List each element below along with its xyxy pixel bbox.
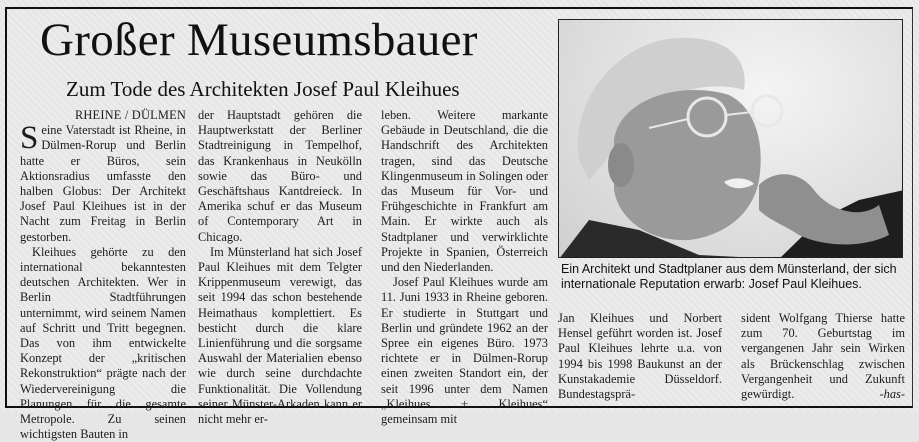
subheadline: Zum Tode des Architekten Josef Paul Kleihues xyxy=(66,77,460,101)
photo-caption: Ein Architekt und Stadtplaner aus dem Münsterland, der sich internationale Reputation erwarb: Josef Paul Kleihues. xyxy=(561,262,897,291)
author-signature: -has- xyxy=(879,387,905,402)
dateline: RHEINE / DÜLMEN xyxy=(74,108,186,122)
paragraph: sident Wolfgang Thierse hatte zum 70. Geburtstag im vergangenen Jahr sein Wirken als Brückenschlag zwischen Vergangenheit und Zukunft gewürdigt. -has- xyxy=(741,311,905,402)
article-column-4 xyxy=(558,311,722,402)
paragraph: Kleihues gehörte zu den international bekanntesten deutschen Architekten. Wer in Berlin Stadtführungen unternimmt, wird seinem Namen auf Schritt und Tritt begegnen. Das von ihm entwickelte Konzept der „kritischen Rekonstruktion“ prägte nach der Wiedervereinigung die Planungen für die gesamte Metropole. Zu seinen wichtigsten Bauten in xyxy=(20,244,186,442)
paragraph: Seine Vaterstadt ist Rheine, in Dülmen-Rorup und Berlin hatte er Büros, sein Aktionsradius umfasste den halben Globus: Der Architekt Josef Paul Kleihues ist in der Nacht zum Freitag in Berlin gestorben. xyxy=(20,120,186,244)
paragraph: der Hauptstadt gehören die Hauptwerkstatt der Berliner Stadtreinigung in Tempelhof, das Krankenhaus in Neukölln sowie das Büro- und Geschäftshaus Kantdreieck. In Amerika schuf er das Museum of Contemporary Art in Chicago. xyxy=(198,108,362,244)
paragraph: leben. Weitere markante Gebäude in Deutschland, die die Handschrift des Architekten tragen, sind das Deutsche Klingenmuseum in Solingen oder das Museum für Vor- und Frühgeschichte in Frankfurt am Main. Er wirkte auch als Stadtplaner und verwirklichte Projekte in Spanien, Österreich und den Niederlanden. xyxy=(381,108,548,275)
drop-cap: S xyxy=(20,120,39,157)
paragraph: Jan Kleihues und Norbert Hensel geführt worden ist. Josef Paul Kleihues lehrte u.a. von 1994 bis 1998 Baukunst an der Kunstakademie Düsseldorf. Bundestagsprä- xyxy=(558,311,722,402)
portrait-photo-icon xyxy=(559,20,903,258)
portrait-photo xyxy=(558,19,903,258)
paragraph: Im Münsterland hat sich Josef Paul Kleihues mit dem Telgter Krippenmuseum verewigt, das seit 1994 das schon bestehende Heimathaus komplettiert. Es besticht durch die klare Linienführung und die sorgsame Auswahl der Materialien ebenso wie durch seine durchdachte Funktionalität. Die Vollendung seiner Münster-Arkaden kann er nicht mehr er- xyxy=(198,244,362,427)
article-column-3 xyxy=(381,108,548,427)
paragraph: Josef Paul Kleihues wurde am 11. Juni 1933 in Rheine geboren. Er studierte in Stuttgart und Berlin und gründete 1962 an der Spree ein eigenes Büro. 1973 richtete er in Dülmen-Rorup einen zweiten Standort ein, der seit 1996 unter dem Namen „Kleihues + Kleihues“ gemeinsam mit xyxy=(381,275,548,427)
headline: Großer Museumsbauer xyxy=(40,14,478,66)
article-column-2 xyxy=(198,108,362,427)
article-column-5 xyxy=(741,311,905,402)
article-column-1 xyxy=(20,108,186,442)
